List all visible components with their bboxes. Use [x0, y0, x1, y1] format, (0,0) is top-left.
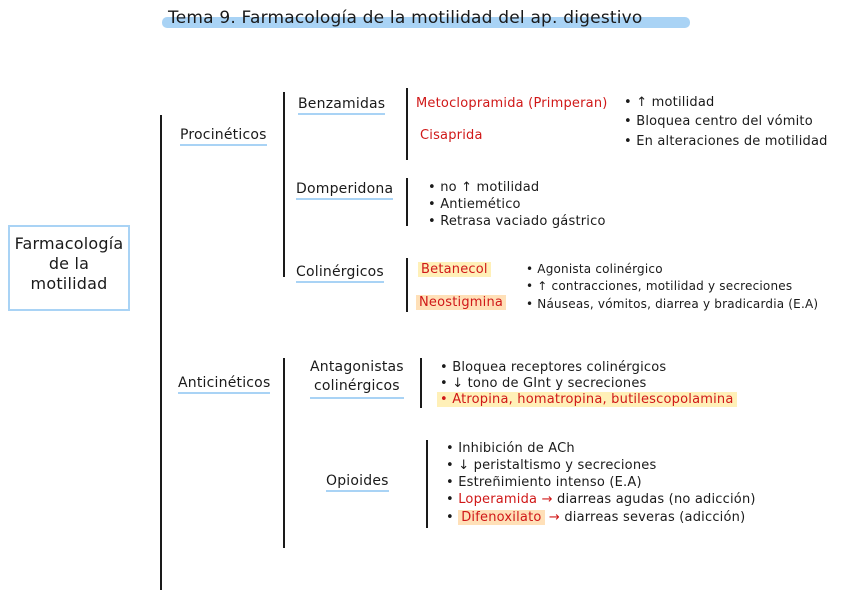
main-branch-line	[160, 115, 162, 590]
benzamidas-bracket	[406, 88, 408, 160]
root-label	[8, 234, 130, 294]
domperidona-label: Domperidona	[296, 181, 393, 200]
antagonistas-label-line-2: colinérgicos	[310, 377, 404, 399]
domperidona-bracket	[406, 178, 408, 226]
benzamidas-point-3: • En alteraciones de motilidad	[624, 134, 828, 149]
difenoxilato-row	[446, 510, 745, 525]
benzamidas-label: Benzamidas	[298, 96, 385, 115]
benzamidas-point-2: • Bloquea centro del vómito	[624, 114, 813, 129]
root-line-3: motilidad	[30, 274, 108, 293]
antagonistas-point-2: • ↓ tono de GInt y secreciones	[440, 376, 647, 391]
neostigmina-text: Neostigmina	[416, 295, 506, 310]
benzamidas-point-1: • ↑ motilidad	[624, 95, 715, 110]
colinergicos-point-2: • ↑ contracciones, motilidad y secreciones	[526, 279, 793, 293]
cisaprida-text: Cisaprida	[420, 128, 483, 143]
loperamida-arrow-icon: →	[541, 492, 553, 507]
colinergicos-bracket	[406, 258, 408, 312]
opioides-point-3: • Estreñimiento intenso (E.A)	[446, 475, 642, 490]
antagonistas-label	[310, 358, 404, 399]
anticineticos-branch-line	[283, 358, 285, 548]
procineticos-label: Procinéticos	[180, 127, 267, 146]
difenoxilato-drug: Difenoxilato	[458, 510, 544, 525]
antagonistas-bracket	[420, 358, 422, 408]
root-line-1: Farmacología	[14, 234, 124, 253]
opioides-point-1: • Inhibición de ACh	[446, 441, 575, 456]
colinergicos-label: Colinérgicos	[296, 264, 384, 283]
opioides-point-2: • ↓ peristaltismo y secreciones	[446, 458, 657, 473]
antagonistas-point-1: • Bloquea receptores colinérgicos	[440, 360, 667, 375]
procineticos-branch-line	[283, 92, 285, 277]
metoclopramida-text: Metoclopramida (Primperan)	[416, 96, 608, 111]
page-title: Tema 9. Farmacología de la motilidad del ap. digestivo	[168, 8, 643, 28]
antagonistas-drugs: • Atropina, homatropina, butilescopolamina	[437, 392, 737, 407]
root-line-2: de la	[48, 254, 90, 273]
loperamida-drug: Loperamida	[458, 492, 538, 507]
difenoxilato-arrow-icon: →	[548, 510, 560, 525]
loperamida-text: diarreas agudas (no adicción)	[557, 492, 756, 507]
loperamida-row	[446, 492, 756, 507]
domperidona-point-1: • no ↑ motilidad	[428, 180, 540, 195]
loperamida-bullet: •	[446, 492, 459, 507]
colinergicos-point-1: • Agonista colinérgico	[526, 262, 663, 276]
antagonistas-label-line-1: Antagonistas	[310, 359, 404, 375]
difenoxilato-text: diarreas severas (adicción)	[564, 510, 746, 525]
domperidona-point-3: • Retrasa vaciado gástrico	[428, 214, 606, 229]
opioides-bracket	[426, 440, 428, 528]
domperidona-point-2: • Antiemético	[428, 197, 521, 212]
anticineticos-label: Anticinéticos	[178, 375, 270, 394]
betanecol-text: Betanecol	[418, 262, 491, 277]
colinergicos-point-3: • Náuseas, vómitos, diarrea y bradicardia (E.A)	[526, 297, 819, 311]
difenoxilato-bullet: •	[446, 510, 459, 525]
opioides-label: Opioides	[326, 473, 389, 492]
